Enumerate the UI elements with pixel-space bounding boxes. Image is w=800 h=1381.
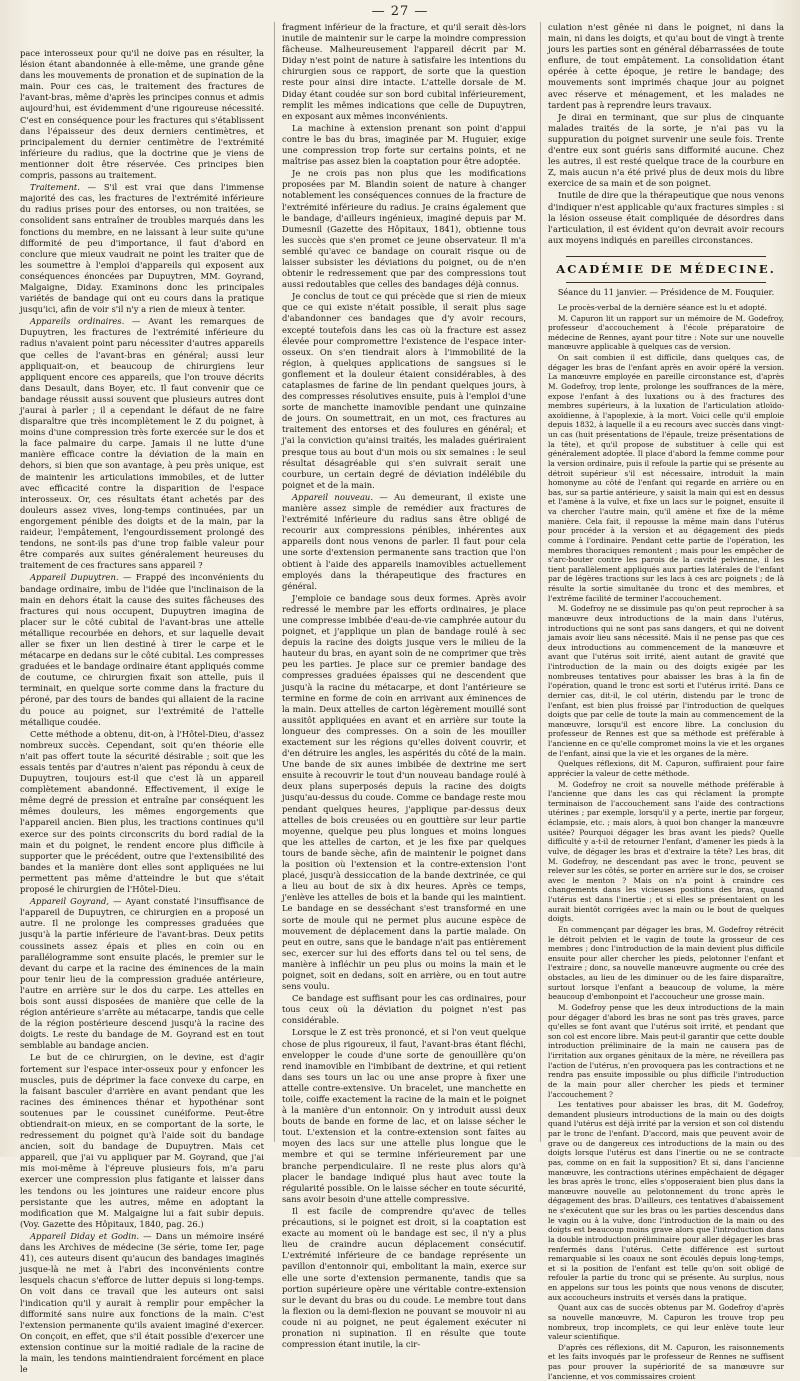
paragraph-text: — Dans un mémoire inséré dans les Archives de médecine (3e série, tome Ier, page 41), ces auteurs disent qu'aucun des bandages imaginés jusque-là ne met à l'abri des inconvénients contre lesquels chacun s'efforce de lutter depuis si long-temps. On voit dans ce travail que les auteurs ont saisi l'indication qu'il y aurait à remplir pour empêcher la difformité sans nuire aux fonctions de la main. C'est l'extension permanente qu'ils avaient imaginé d'exercer. On conçoit, en effet, que s'il était possible d'exercer une extension continue sur la moitié radiale de la racine de la main, les tendons maintiendraient forcément en place le — [20, 1230, 264, 1375]
paragraph-text: culation n'est gênée ni dans le poignet, ni dans la main, ni dans les doigts, et qu'au bout de vingt à trente jours les parties sont en général débarrassées de toute enflure, de tout empâtement. La consolidation étant opérée à cette époque, je retire le bandage; des mouvements sont imprimés chaque jour au poignet avec réserve et ménagement, et les malades ne tardent pas à reprendre leurs travaux. — [548, 22, 784, 110]
academy-paragraph: On sait combien il est difficile, dans quelques cas, de dégager les bras de l'enfant après en avoir opéré la version. La manœuvre employée en pareille circonstance est, d'après M. Godefroy, trop lente, prolonge les souffrances de la mère, expose l'enfant à des luxations ou à des fractures des membres supérieurs, à la luxation de l'articulation atloïdo-axoïdienne, à l'apoplexie, à la mort. Voici celle qu'il emploie depuis 1832, à laquelle il a eu recours avec succès dans vingt-un cas (huit présentations de l'épaule, treize présentations de la tête), et qu'il propose de substituer à celle qui est généralement adoptée. Il place d'abord la femme comme pour la version ordinaire, puis il refoule la partie qui se présente au détroit supérieur s'il est nécessaire, introduit la main homonyme au côté de l'enfant qui regarde en arrière ou en bas, sur sa partie antérieure, y saisit la main qui est en dessus et l'amène à la vulve, et fixe un lacs sur le poignet, ensuite il va chercher l'autre main, qu'il amène et fixe de la même manière. Cela fait, il repousse la même main dans l'utérus pour procéder à la version et au dégagement des pieds comme à l'ordinaire. Pendant cette partie de l'opération, les membres thoraciques remontent ; mais pour les empêcher de s'arc-bouter contre les parois de la cavité pelvienne, il les tient parallèlement appliqués aux parties latérales de l'enfant par de légères tractions sur les lacs à ces arc poignets ; de là résulte la sortie simultanée du tronc et des membres, et l'extrême facilité de terminer l'accouchement. — [548, 353, 784, 603]
paragraph-text: La machine à extension prenant son point d'appui contre le bas du bras, imaginée par M. Huguier, exige une compression trop forte sur certains points, et ne maîtrise pas assez bien la coaptation pour être adoptée. — [282, 122, 526, 167]
header-rule — [566, 256, 766, 257]
academy-paragraph: M. Godefroy ne croit sa nouvelle méthode préférable à l'ancienne que dans les cas qui réclament la prompte terminaison de l'accouchement sans l'aide des contractions utérines ; par exemple, lorsqu'il y a perte, inertie par forgeur, éclampsie, etc. ; mais alors, à quoi bon changer la manœuvre usitée? Pourquoi dégager les bras avant les pieds? Quelle difficulté y a-t-il de retourner l'enfant, d'amener les pieds à la vulve, de dégager les bras et d'extraire la tête? Les bras, dit M. Godefroy, ne descendant pas avec le tronc, peuvent se relever sur les côtés, se porter en arrière sur le dos, se croiser avec le menton ? Mais on n'a point à craindre ces changements dans les vicieuses positions des bras, quand l'utérus est dans l'inertie ; et si elles se présentaient on les aurait bientôt corrigées avec la main ou le bout de quelques doigts. — [548, 779, 784, 924]
academy-paragraph: M. Capuron lit un rapport sur un mémoire de M. Godefroy, professeur d'accouchement à l'école préparatoire de médecine de Rennes, ayant pour titre : Note sur une nouvelle manœuvre applicable à quelques cas de version. — [548, 313, 784, 352]
column-divider — [274, 22, 275, 1142]
session-line: Séance du 11 janvier. — Présidence de M. Fouquier. — [557, 287, 775, 298]
paragraph-text: — Ayant constaté l'insuffisance de l'appareil de Dupuytren, ce chirurgien en a proposé un autre. Il ne prolonge les compresses graduées que jusqu'à la partie inférieure de l'avant-bras. Deux petits coussinets assez épais et plies en coin ou en parallélogramme sont ensuite placés, le premier sur le devant du carpe et la racine des éminences de la main pour tenir lieu de la compression graduée antérieure, l'autre en arrière sur le dos du carpe. Les attelles en bois sont aussi disposées de manière que celle de la région antérieure s'arrête au métacarpe, tandis que celle de la région postérieure descend jusqu'à la racine des doigts. Le reste du bandage de M. Goyrand est en tout semblable au bandage ancien. — [20, 896, 264, 1051]
paragraph-text: — S'il est vrai que dans l'immense majorité des cas, les fractures de l'extrémité inférieure du radius prises pour des entorses, ou non traitées, se consolident sans entraîner de troubles marqués dans les fonctions du membre, en ne laissant à leur suite qu'une difformité de peu d'importance, il faut d'abord en conclure que mieux vaudrait ne point les traiter que de les soumettre à l'emploi d'appareils qui exposent aux conséquences énoncées par Dupuytren, MM. Goyrand, Malgaigne, Diday. Examinons donc les principales variétés de bandage qui ont eu cours dans la pratique jusqu'ici, afin de voir s'il n'y a rien de mieux à tenter. — [20, 182, 264, 315]
paragraph — [20, 1052, 264, 1230]
paragraph-text: Inutile de dire que la thérapeutique que nous venons d'indiquer n'est applicable qu'aux fractures simples : si la lésion osseuse était compliquée de désordres dans l'articulation, il est évident qu'on devrait avoir recours aux moyens indiqués en pareilles circonstances. — [548, 190, 784, 245]
paragraph — [20, 1231, 264, 1375]
paragraph — [282, 123, 526, 167]
paragraph-label: Appareil Dupuytren. — [30, 572, 119, 583]
paragraph — [282, 22, 526, 122]
academy-paragraph: Quelques réflexions, dit M. Capuron, suffiraient pour faire apprécier la valeur de cette méthode. — [548, 759, 784, 778]
paragraph-text: Je dirai en terminant, que sur plus de cinquante malades traités de la sorte, je n'ai pas vu la suppuration du poignet survenir une seule fois. Trente d'entre eux sont guéris sans difformité aucune. Chez les autres, il est resté quelque trace de la courbure en Z, mais aucun n'a été privé plus de deux mois du libre exercice de sa main et de son poignet. — [548, 111, 784, 189]
paragraph-text: J'emploie ce bandage sous deux formes. Après avoir redressé le membre par les efforts ordinaires, je place une compresse imbibée d'eau-de-vie camphrée autour du poignet, et j'applique un plan de bandage roulé à sec depuis la racine des doigts jusque vers le milieu de la hauteur du bras, en ayant soin de ne comprimer que très peu les parties. Je place sur ce premier bandage des compresses graduées épaisses qui ne descendent que jusqu'à la racine du métacarpe, et dont l'antérieure se termine en forme de coin en arrivant aux éminences de la main. Deux attelles de carton légèrement mouillé sont aussitôt appliquées en avant et en arrière sur toute la longueur des compresses. On a soin de les mouiller exactement sur les régions qu'elles doivent couvrir, et d'en détruire les angles, les aspérités du côté de la main. Une bande de six aunes imbibée de dextrine me sert ensuite à recouvrir le tout d'un nouveau bandage roulé à deux plans superposés depuis la racine des doigts jusqu'au-dessus du coude. Comme ce bandage reste mou pendant quelques heures, j'applique par-dessus deux attelles de bois creusées ou en gouttière sur leur partie moyenne, quelque peu plus longues et moins longues que les attelles de carton, et je les fixe par quelques tours de bande sèche, afin de maintenir le poignet dans la position où l'extension et la contre-extension l'ont placé, jusqu'à dessiccation de la bande dextrinée, ce qui a lieu au bout de six à dix heures. Après ce temps, j'enlève les attelles de bois et la bande qui les maintient. Le bandage en se desséchant s'est transformé en une sorte de moule qui ne permet plus aucune espèce de mouvement de déplacement dans la partie malade. On peut en outre, sans que le bandage n'ait pas entièrement sec, exercer sur lui des efforts dans tel ou tel sens, de manière à infléchir un peu plus ou moins la main et le poignet, soit en dedans, soit en arrière, ou en tout autre sens voulu. — [282, 592, 526, 992]
paragraph — [282, 593, 526, 992]
paragraph — [20, 182, 264, 315]
academy-paragraph: M. Godefroy ne se dissimule pas qu'on peut reprocher à sa manœuvre deux introductions de la main dans l'utérus, introductions qui ne sont pas sans dangers, et qui ne doivent jamais avoir lieu sans nécessité. Mais il ne pense pas que ces deux introductions au commencement de la manœuvre et avant que l'utérus soit irrité, aient autant de gravité que l'introduction de la main ou des doigts exigée par les nombreuses tentatives pour abaisser les bras à la fin de l'opération, quand le tronc est sorti et l'utérus irrité. Dans ce dernier cas, dit-il, le col utérin, distendu par le tronc de l'enfant, est bien plus froissé par l'introduction de quelques doigts que par celle de toute la main au commencement de la manœuvre, lorsqu'il est encore libre. La conclusion du professeur de Rennes est que sa méthode est préférable à l'ancienne en ce qu'elle compromet moins la vie et les organes de l'enfant, ainsi que la vie et les organes de la mère. — [548, 604, 784, 758]
academy-paragraph: Les tentatives pour abaisser les bras, dit M. Godefroy, demandent plusieurs introductions de la main ou des doigts quand l'utérus est déjà irrité par la version et son col distendu par le tronc de l'enfant. D'accord, mais que peuvent avoir de grave ou de dangereux ces introductions de la main ou des doigts lorsque l'utérus est dans l'inertie ou ne se contracte pas, comme on en fait la supposition? Et si, dans l'ancienne manœuvre, les contractions utérines empêchaient de dégager les bras après le tronc, elles s'opposeraient bien plus dans la manœuvre nouvelle au pelotonnement du tronc après le dégagement des bras. D'ailleurs, ces tentatives d'abaissement ne s'exécutent que sur les bras ou les parties descendus dans le vagin ou à la vulve, donc l'introduction de la main ou des doigts est beaucoup moins grave alors que l'introduction dans la double introduction préliminaire pour aller dégager les bras renfermés dans l'utérus. Cette différence est surtout remarquable si les coaux ne sont écoulés depuis long-temps, et si la position de l'enfant est telle qu'on soit obligé de refouler la partie du tronc qui se présente. Au surplus, nous en appelons sur tous les points que nous venons de discuter, aux accoucheurs instruits et versés dans la pratique. — [548, 1100, 784, 1302]
paragraph-text: — Avant les remarques de Dupuytren, les fractures de l'extrémité inférieure du radius n'avaient point paru nécessiter d'autres appareils que celles de l'avant-bras en général; aussi leur appliquait-on, et beaucoup de chirurgiens leur appliquent encore ces appareils, que l'on trouve décrits dans Desault, dans Boyer, etc. Il faut convenir que ce bandage réussit aussi souvent que plusieurs autres dont j'aurai à parler ; il a cependant le défaut de ne faire disparaître que très incomplètement le Z du poignet, à moins d'une compression très forte exercée sur le dos et la face palmaire du carpe. Jamais il ne lutte d'une manière efficace contre la déviation de la main en dehors, si bien que son avantage, à peu près unique, est de maintenir les articulations immobiles, et de lutter avec efficacité contre la disparition de l'espace interosseux. Or, ces résultats étant achetés par des douleurs assez vives, long-temps continuées, par un engorgement pénible des doigts et de la main, par la raideur, l'empâtement, l'engourdissement prolongé des tendons, ne sont-ils pas d'une trop faible valeur pour être comparés aux suites généralement heureuses du traitement de ces fractures sans appareil ? — [20, 316, 264, 571]
paragraph-label: Appareil nouveau. — [292, 491, 373, 502]
page-number: — 27 — — [371, 4, 429, 19]
paragraph-text: Lorsque le Z est très prononcé, et si l'on veut quelque chose de plus rigoureux, il faut, l'avant-bras étant fléchi, envelopper le coude d'une sorte de genouillère qu'on rend inamovible en l'imbibant de dextrine, et qui retient dans ses tours un lac ou une anse propre à fixer une attelle contre-extensive. Un bracelet, une manchette en toile, coiffe exactement la racine de la main et le poignet à la manière d'un entonnoir. On y introduit aussi deux bouts de bande en forme de lac, et on laisse sécher le tout. L'extension et la contre-extension sont faites au moyen des lacs sur une attelle plus longue que le membre et qui se termine inférieurement par une branche perpendiculaire. Il ne reste plus alors qu'à placer le bandage indiqué plus haut avec toute la régularité possible. On le laisse sécher en toute sécurité, sans avoir besoin d'une attelle compressive. — [282, 1027, 526, 1204]
paragraph-label: Appareils ordinaires. — [30, 316, 125, 327]
paragraph-text: Ce bandage est suffisant pour les cas ordinaires, pour tous ceux où la déviation du poignet n'est pas considérable. — [282, 993, 526, 1026]
paragraph — [282, 1206, 526, 1350]
paragraph — [20, 729, 264, 895]
paragraph-text: fragment inférieur de la fracture, et qu'il serait dès-lors inutile de maintenir sur le carpe la moindre compression fâcheuse. Malheureusement l'appareil décrit par M. Diday n'est point de nature à satisfaire les intentions du chirurgien sous ce rapport, de sorte que la question reste pour ainsi dire intacte. L'attelle dorsale de M. Diday étant coudée sur son bord cubital inférieurement, remplit les mêmes indications que celle de Dupuytren, en exposant aux mêmes inconvénients. — [282, 22, 526, 121]
article-column-2 — [282, 22, 526, 1350]
academy-paragraph: En commençant par dégager les bras, M. Godefroy rétrécit le détroit pelvien et le vagin de toute la grosseur de ces membres ; donc l'introduction de la main devient plus difficile ensuite pour aller chercher les pieds, pelotonner l'enfant et l'extraire ; donc, sa nouvelle manœuvre augmente ou crée des obstacles, au lieu de les diminuer ou de les faire disparaître, surtout lorsque l'enfant a beaucoup de volume, la mère beaucoup d'embonpoint et l'accoucheur une grosse main. — [548, 924, 784, 1002]
section-header — [548, 256, 784, 283]
academy-paragraph: Le procès-verbal de la dernière séance est lu et adopté. — [558, 302, 767, 312]
paragraph-label: Traitement. — [30, 182, 80, 193]
article-column-3 — [548, 22, 784, 1381]
paragraph-text: pace interosseux pour qu'il ne doive pas en résulter, la lésion étant abandonnée à elle-même, une grande gêne dans les mouvements de pronation et de supination de la main. Pour ces cas, le traitement des fractures de l'avant-bras, même d'après les principes connus et admis aujourd'hui, est évidemment d'une rigoureuse nécessité. C'est en conséquence pour les fractures qui s'établissent dans l'épaisseur des deux derniers centimètres, et principalement du dernier centimètre de l'extrémité inférieure du radius, que la doctrine que je viens de mentionner doit être réservée. Ces principes bien compris, passons au traitement. — [20, 48, 264, 181]
paragraph — [282, 291, 526, 491]
paragraph — [548, 22, 784, 111]
paragraph — [282, 993, 526, 1026]
section-title: ACADÉMIE DE MÉDECINE. — [556, 261, 776, 276]
paragraph — [282, 492, 526, 592]
paragraph-label: Appareil Diday et Godin. — [30, 1230, 140, 1241]
paragraph — [282, 1027, 526, 1205]
paragraph-label: Appareil Goyrand, — [30, 896, 110, 907]
paragraph-text: — Frappé des inconvénients du bandage ordinaire, imbu de l'idée que l'inclinaison de la main en dehors était la cause des suites fâcheuses des fractures qui nous occupent, Dupuytren imagina de placer sur le côté cubital de l'avant-bras une attelle métallique recourbée en dehors, et sur laquelle devait aller se fixer un lien destiné à tirer le carpe et le métacarpe en dedans sur le côté cubital. Les compresses graduées et le bandage ordinaire étant appliqués comme de coutume, ce chirurgien fixait son attelle, puis il terminait, en quelque sorte comme dans la fracture du péroné, par des tours de bandes qui allaient de la racine du pouce au poignet, sur l'extrémité de l'attelle métallique coudée. — [20, 572, 264, 727]
paragraph-text: Je ne crois pas non plus que les modifications proposées par M. Blandin soient de nature à changer notablement les conséquences connues de la fracture de l'extrémité inférieure du radius. Je crains également que le bandage, d'ailleurs ingénieux, imaginé depuis par M. Dumesnil (Gazette des Hôpitaux, 1841), obtienne tous les succès que s'en promet ce jeune observateur. Il m'a semblé qu'avec ce bandage on courait risque ou de laisser subsister les déviations du poignet, ou de n'en obtenir le redressement que par des compressions tout aussi redoutables que celles des bandages déjà connus. — [282, 168, 526, 290]
paragraph-text: — Au demeurant, il existe une manière assez simple de remédier aux fractures de l'extrémité inférieure du radius sans être obligé de recourir aux compressions pénibles, inhérentes aux appareils dont nous venons de parler. Il faut pour cela une sorte d'extension permanente sans traction que l'on obtient à l'aide des appareils inamovibles actuellement employés dans la thérapeutique des fractures en général. — [282, 491, 526, 591]
academy-paragraph: Quant aux cas de succès obtenus par M. Godefroy d'après sa nouvelle manœuvre, M. Capuron les trouve trop peu nombreux, trop incomplets, ce qui leur enlève toute leur valeur scientifique. — [548, 1303, 784, 1342]
header-rule — [566, 282, 766, 283]
academy-paragraph: M. Godefroy pense que les deux introductions de la main pour dégager d'abord les bras ne sont pas très graves, parce qu'elles se font avant que l'utérus soit irrité, et pendant que son col est encore libre. Mais peut-il garantir que cette double introduction préliminaire de la main ne causera pas de l'irritation aux organes génitaux de la mère, ne réveillera pas l'action de l'utérus, n'en provoquera pas les contractions et ne rendra pas ensuite impossible ou plus difficile l'introduction de la main pour aller chercher les pieds et terminer l'accouchement ? — [548, 1002, 784, 1099]
academy-paragraph: D'après ces réflexions, dit M. Capuron, les raisonnements et les faits invoqués par le professeur de Rennes ne suffisent pas pour prouver la supériorité de sa manœuvre sur l'ancienne, et vos commissaires croient — [548, 1342, 784, 1381]
paragraph — [548, 112, 784, 190]
paragraph — [548, 190, 784, 245]
academy-report — [548, 303, 784, 1381]
article-conclusion — [548, 22, 784, 246]
paragraph-text: Je conclus de tout ce qui précède que si rien de mieux que ce qui existe n'était possible, il serait plus sage d'abandonner ces bandages que d'y avoir recours, excepté toutefois dans les cas où la fracture est assez élevée pour compromettre l'existence de l'espace inter-osseux. On s'en tiendrait alors à l'immobilité de la région, à quelques applications de sangsues si le gonflement et la douleur étaient considérables, à des cataplasmes de farine de lin pendant quelques jours, à des compresses résolutives ensuite, puis à l'emploi d'une sorte de manchette inamovible pendant une quinzaine de jours. On soumettrait, en un mot, ces fractures au traitement des entorses et des foulures en général; et j'ai la conviction qu'ainsi traités, les malades guériraient presque tous au bout d'un mois ou six semaines : le seul résultat désagréable qui s'en suivrait serait une courbure, un certain degré de déviation indélébile du poignet et de la main. — [282, 291, 526, 490]
article-column-1 — [20, 48, 264, 1375]
paragraph — [20, 316, 264, 571]
paragraph — [20, 896, 264, 1051]
paragraph-text: Le but de ce chirurgien, on le devine, est d'agir fortement sur l'espace inter-osseux pour y enfoncer les muscles, puis de déprimer la face convexe du carpe, en la faisant basculer d'arrière en avant pendant que les racines des éminences thénar et hypothénar sont soutenues par le coussinet cunéiforme. Peut-être obtiendrait-on mieux, en se comportant de la sorte, le redressement du poignet qu'à l'aide soit du bandage ancien, soit du bandage de Dupuytren. Mais cet appareil, que j'ai vu appliquer par M. Goyrand, que j'ai mis moi-même à l'épreuve plusieurs fois, m'a paru exercer une compression plus fatigante et laisser dans les tendons ou les jointures une raideur encore plus persistante que les autres, même en adoptant la modification que M. Malgaigne lui a fait subir depuis. (Voy. Gazette des Hôpitaux, 1840, pag. 26.) — [20, 1052, 264, 1229]
paragraph — [20, 572, 264, 727]
paragraph-text: Cette méthode a obtenu, dit-on, à l'Hôtel-Dieu, d'assez nombreux succès. Cependant, soit qu'en théorie elle n'ait pas offert toute la sécurité désirable ; soit que les essais tentés par d'autres n'aient pas répondu à ceux de Dupuytren, toujours est-il que c'est là un appareil complètement abandonné. Effectivement, il exige le même degré de pression et entraîne par conséquent les mêmes douleurs, les mêmes engorgements que l'appareil ancien. Bien plus, les tractions continues qu'il exerce sur des points circonscrits du bord radial de la main et du poignet, le rendent encore plus difficile à supporter que le précédent, outre que l'extensibilité des bandes et la manière dont elles sont appliquées ne lui permettent pas même d'atteindre le but que s'était proposé le chirurgien de l'Hôtel-Dieu. — [20, 728, 264, 895]
paragraph — [282, 168, 526, 290]
paragraph — [20, 48, 264, 181]
paragraph-text: Il est facile de comprendre qu'avec de telles précautions, si le poignet est droit, si la coaptation est exacte au moment où le bandage est sec, il n'y a plus lieu de craindre aucun déplacement consécutif. L'extrémité inférieure de ce bandage représente un pavillon d'entonnoir qui, embolitant la main, exerce sur elle une sorte d'extension permanente, tandis que sa portion supérieure opère une véritable contre-extension sur le devant du bras ou du coude. Le membre tout dans la flexion ou la demi-flexion ne pouvant se mouvoir ni au coude ni au poignet, ne peut également exécuter ni pronation ni supination. Il en résulte que toute compression étant inutile, la cir- — [282, 1205, 526, 1350]
column-divider — [540, 22, 541, 1142]
